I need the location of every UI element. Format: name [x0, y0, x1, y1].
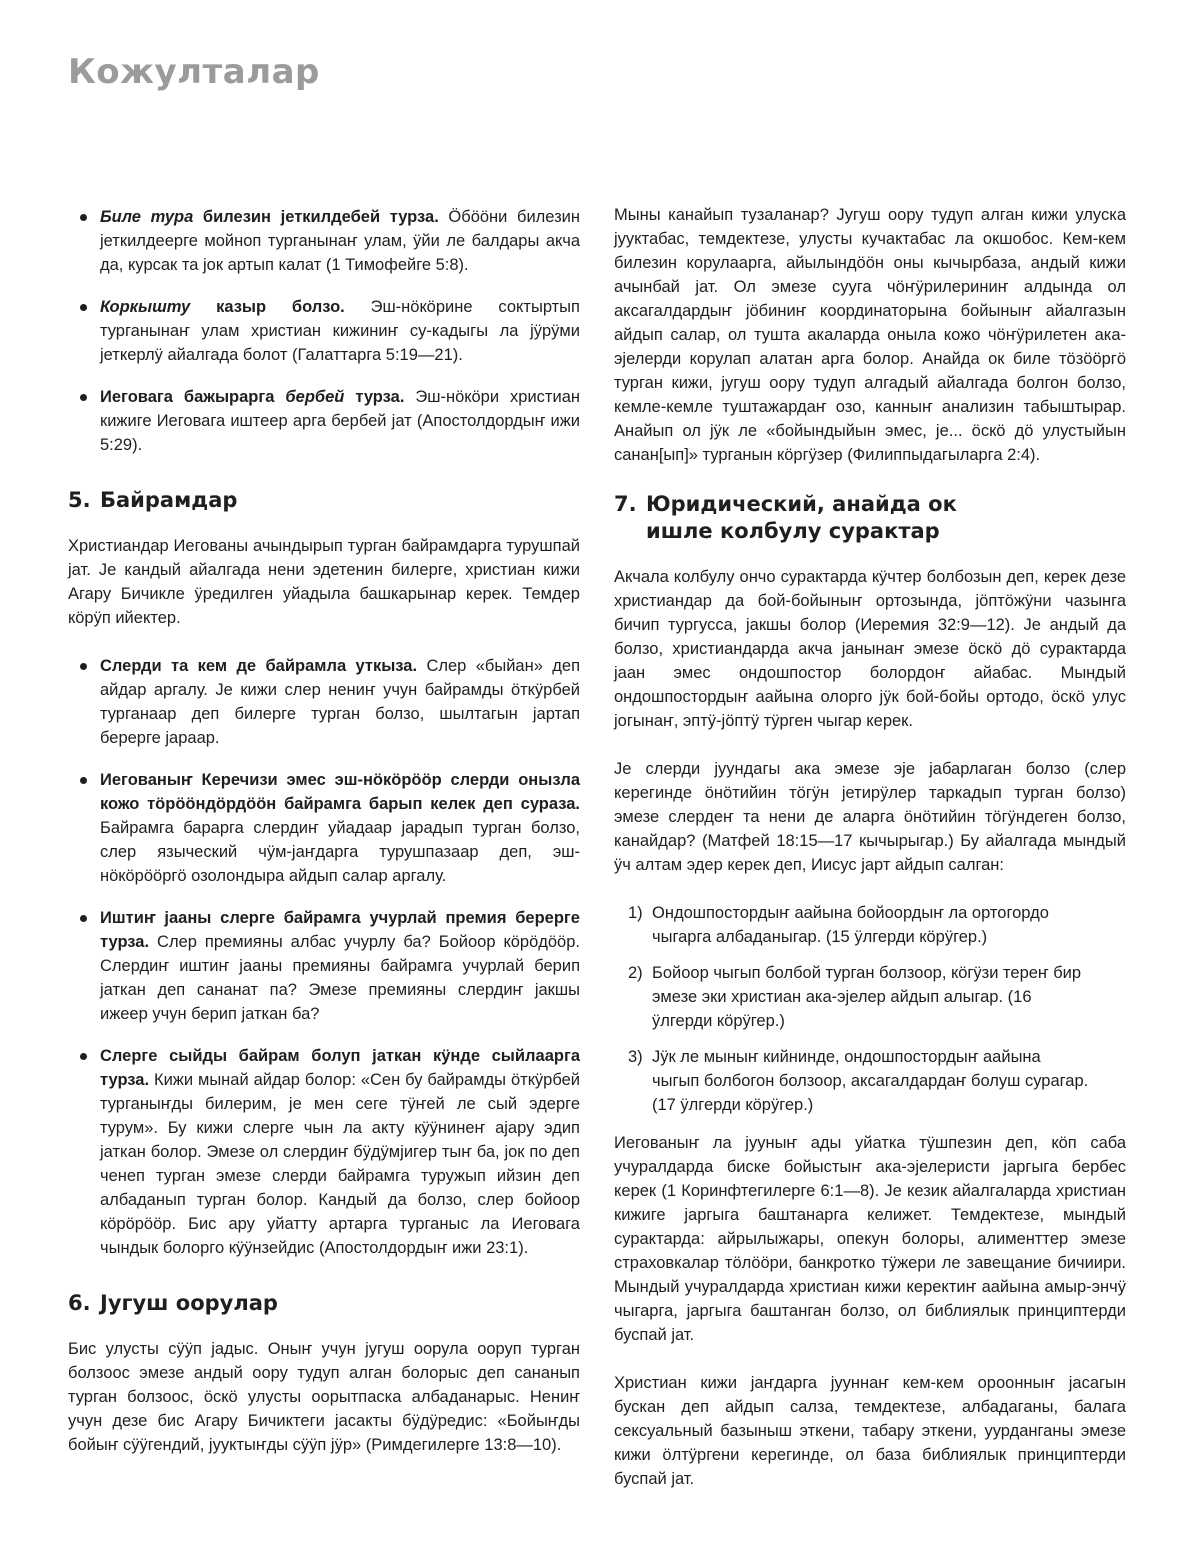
list-item: [100, 768, 580, 888]
list-item: [628, 901, 1126, 949]
list-item: [628, 961, 1126, 1033]
step-number: 1): [628, 904, 643, 922]
bullet-text: Слер премияны албас учурлу ба? Бойоор кӧрӧдӧӧр. Слердиҥ иштиҥ јааны премияны байрамга учурлай берип јаткан деп сананат па? Эмезе премияны слердиҥ јакшы ижеер учун берип јаткан ба?: [100, 933, 580, 1023]
paragraph: Акчала колбулу ончо сурактарда кӱчтер болбозын деп, керек дезе христиандар да бой-бойыныҥ ортозында, јӧптӧжӱни чазынга бичип тургусса, јакшы болор (Иеремия 32:9—12). Је андый да болзо, христиандарда акча јанынаҥ эмезе ӧскӧ дӧ сурактарда јаан эмес ондошпостор болордоҥ айабас. Мындый ондошпостордыҥ аайына олорго јӱк бой-бойы ортодо, ӧскӧ улус јогынаҥ, эптӱ-јӧптӱ тӱрген чыгар керек.: [614, 568, 1126, 730]
list-item: [100, 295, 580, 367]
paragraph: Иегованыҥ ла јууныҥ ады уйатка тӱшпезин деп, кӧп саба учуралдарда биске бойыстыҥ ака-эјелеристи јаргыга бербес керек (1 Коринфтегилерге 6:1—8). Је кезик айалгаларда христиан кижиге јаргыга баштанарга келижет. Темдектезе, мындый сурактарда: айрылыжары, опекун болоры, алименттер эмезе страховкалар тӧлӧӧри, банкротко тӱжери ле завещание бичиири. Мындый учуралдарда христиан кижи керектиҥ аайына амыр-энчӱ чыгарга, јаргыга баштанган болзо, ол библиялык принциптерди буспай јат.: [614, 1134, 1126, 1344]
list-item: [100, 205, 580, 277]
left-column: [68, 205, 580, 1481]
paragraph: Христиандар Иегованы ачындырып турган байрамдарга турушпай јат. Је кандый айалгада нени эдетенин билерге, христиан кижи Агару Бичикле ӱредилген уйадыла башкарынар керек. Темдер кӧрӱп ийектер.: [68, 537, 580, 627]
intro-bullet-list: [68, 205, 580, 457]
right-column: [614, 203, 1126, 1515]
bullet-lead: Слерди та кем де байрамла уткыза.: [100, 657, 418, 675]
section-title: Југуш оорулар: [100, 1291, 278, 1315]
section-number: 7.: [614, 492, 637, 516]
step-number: 2): [628, 964, 643, 982]
paragraph: Је слерди јуундагы ака эмезе эје јабарлаган болзо (слер керегинде ӧнӧтийин тӧгӱн јетирӱлер таркадып турган болзо) эмезе слердеҥ та нени де аларга ӧнӧтийин тӧгӱндеген болзо, канайдар? (Матфей 18:15—17 кычырыгар.) Бу айалгада мындый ӱч алтам эдер керек деп, Иисус јарт айдып салган:: [614, 760, 1126, 874]
bullet-text: Кижи мынай айдар болор: «Сен бу байрамды ӧткӱрбей турганыҥды билерим, је мен сеге тӱҥей ле сый эдерге турум». Бу кижи слерге чын ла акту кӱӱнинеҥ ајару эдип јаткан болор. Эмезе ол слердиҥ бӱдӱмјигер тыҥ ба, јок по деп ченеп турган эмезе слерди байрамга туружып ийзин деп албаданып турган болор. Кандый да болзо, слер бойоор кӧрӧрӧӧр. Бис ару уйатту артарга турганыс ла Иеговага чындык болорго кӱӱнзейдис (Апостолдордыҥ ижи 23:1).: [100, 1071, 580, 1257]
list-item: [100, 1044, 580, 1260]
bullet-text: Байрамга барарга слердиҥ уйадаар јарадып турган болзо, слер языческий чӱм-јаҥдарга турушпазаар деп, эш-нӧкӧрӧӧргӧ озолондыра айдып салар аргалу.: [100, 819, 580, 885]
bullet-text: Эш-нӧкӧрине соктыртып турганынаҥ улам христиан кижиниҥ су-кадыгы ла јӱрӱми јеткерлӱ айалгада болот (Галаттарга 5:19—21).: [100, 298, 580, 364]
list-item: [100, 385, 580, 457]
page-header: Кожулталар: [68, 52, 320, 92]
steps-list: [614, 901, 1126, 1117]
section-number: 6.: [68, 1291, 91, 1315]
bullet-text: Ӧбӧӧни билезин јеткилдеерге мойноп турганынаҥ улам, ӱйи ле балдары акча да, курсак та јок артып калат (1 Тимофейге 5:8).: [100, 208, 580, 274]
paragraph: Христиан кижи јаҥдарга јууннаҥ кем-кем ороонныҥ јасагын бускан деп айдып салза, темдектезе, албадаганы, балага сексуальный базыныш эткени, табару эткени, уурданганы эмезе кижи ӧлтӱргени керегинде, ол база библиялык принциптерди буспай јат.: [614, 1374, 1126, 1488]
section-title: Байрамдар: [100, 488, 238, 512]
step-text: Ондошпостордыҥ аайына бойоордыҥ ла ортогордо чыгарга албаданыгар. (15 ӱлгерди кӧрӱгер.): [652, 904, 1049, 946]
section-heading-5: [68, 487, 580, 514]
section-heading-6: [68, 1290, 580, 1317]
bullet-lead: [100, 208, 439, 226]
step-text: Јӱк ле мыныҥ кийнинде, ондошпостордыҥ аайына чыгып болбогон болзоор, аксагалдардаҥ болуш сурагар. (17 ӱлгерди кӧрӱгер.): [652, 1048, 1089, 1114]
section-title-line1: Юридический, анайда ок: [646, 492, 957, 516]
bullet-lead: [100, 388, 404, 406]
bullet-lead: [100, 298, 345, 316]
list-item: [100, 906, 580, 1026]
bullet-lead-italic: бербей: [285, 388, 345, 406]
bullet-lead-rest: казыр болзо.: [190, 298, 345, 316]
bullet-text: Эш-нӧкӧри христиан кижиге Иеговага иштеер арга бербей јат (Апостолдордыҥ ижи 5:29).: [100, 388, 580, 454]
list-item: [100, 654, 580, 750]
section-heading-7: [614, 491, 1126, 545]
bullet-lead: Слерге сыйды байрам болуп јаткан кӱнде сыйлаарга турза.: [100, 1047, 580, 1089]
section-number: 5.: [68, 488, 91, 512]
paragraph: Мыны канайып тузаланар? Југуш оору тудуп алган кижи улуска јууктабас, темдектезе, улусты кучактабас ла окшобос. Кем-кем билезин корулаарга, айылындӧӧн оны кычырбаза, андый кижи ачынбай јат. Ол эмезе сууга чӧҥӱрилериниҥ алдында ол аксагалдардыҥ јӧбиниҥ координаторына бойыныҥ айалгазын айдып салар, ол тушта акаларда оныла кожо чӧҥӱрилетен ака-эјелерди корулап алатан арга болор. Анайда ок биле тӧзӧӧргӧ турган кижи, југуш оору тудуп алгадый айалгада болгон болзо, кемле-кемле туштажардаҥ озо, канныҥ анализин табыштырар. Анайып ол јӱк ле «бойындыйын эмес, је... ӧскӧ дӧ улустыйын санан[ып]» турганын кӧргӱзер (Филиппыдагыларга 2:4).: [614, 206, 1126, 464]
bullet-lead-italic: Биле тура: [100, 208, 194, 226]
step-number: 3): [628, 1048, 643, 1066]
paragraph: Бис улусты сӱӱп јадыс. Оныҥ учун југуш оорула ооруп турган болзоос эмезе андый оору тудуп алган болорыс деп сананып турган болзоос, ӧскӧ улусты оорытпаска албаданарыс. Нениҥ учун дезе бис Агару Бичиктеги јасакты бӱдӱредис: «Бойыҥды бойыҥ сӱӱгендий, јууктыҥды сӱӱп јӱр» (Римдегилерге 13:8—10).: [68, 1340, 580, 1454]
section-title-line2: ишле колбулу сурактар: [646, 519, 940, 543]
bullet-lead-rest: турза.: [344, 388, 405, 406]
bullet-lead-start: Иеговага бажырарга: [100, 388, 286, 406]
step-text: Бойоор чыгып болбой турган болзоор, кӧгӱзи тереҥ бир эмезе эки христиан ака-эјелер айдып алыгар. (16 ӱлгерди кӧрӱгер.): [652, 964, 1082, 1030]
bullet-lead-italic: Коркышту: [100, 298, 191, 316]
bullet-lead: Иштиҥ јааны слерге байрамга учурлай премия берерге турза.: [100, 909, 580, 951]
holiday-bullet-list: [68, 654, 580, 1260]
bullet-lead: Иегованыҥ Керечизи эмес эш-нӧкӧрӧӧр слерди онызла кожо тӧрӧӧндӧрдӧӧн байрамга барып келек деп сураза.: [100, 771, 580, 813]
bullet-text: Слер «быйан» деп айдар аргалу. Је кижи слер нениҥ учун байрамды ӧткӱрбей турганаар деп билерге турган болзо, шылтагын јартап берерге јараар.: [100, 657, 581, 747]
bullet-lead-rest: билезин јеткилдебей турза.: [193, 208, 439, 226]
list-item: [628, 1045, 1126, 1117]
